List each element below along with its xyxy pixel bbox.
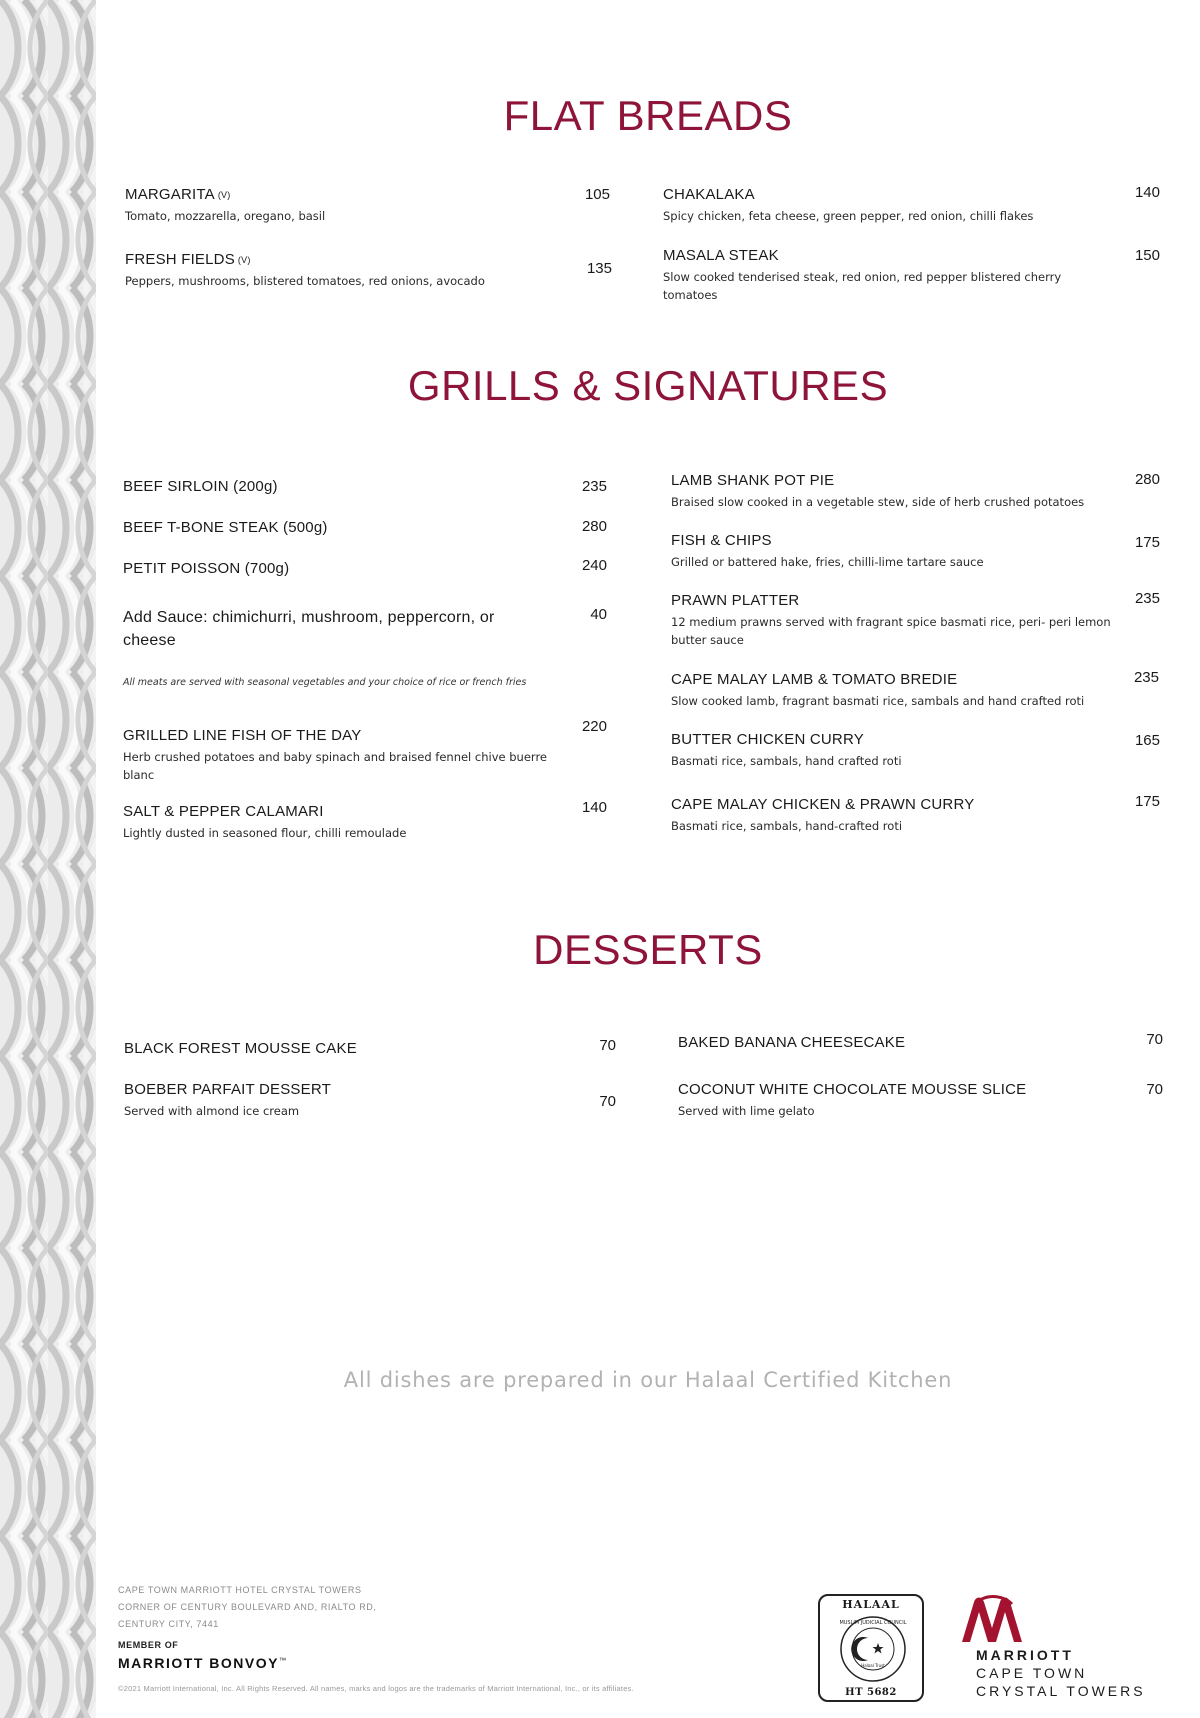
- item-name: CAPE MALAY CHICKEN & PRAWN CURRY: [671, 796, 975, 813]
- item-name: PRAWN PLATTER: [671, 592, 800, 609]
- item-name: CHAKALAKA: [663, 186, 755, 203]
- item-price: 175: [1134, 534, 1160, 551]
- item-name: FRESH FIELDS: [125, 251, 235, 268]
- item-name: MASALA STEAK: [663, 247, 779, 264]
- address-line: CORNER OF CENTURY BOULEVARD AND, RIALTO RD,: [118, 1602, 377, 1612]
- item-price: 280: [1134, 471, 1160, 488]
- item-price: 220: [581, 718, 607, 735]
- item-description: Herb crushed potatoes and baby spinach and braised fennel chive buerre blanc: [123, 750, 547, 782]
- item-name: PETIT POISSON (700g): [123, 560, 290, 577]
- item-name: BLACK FOREST MOUSSE CAKE: [124, 1040, 357, 1057]
- item-name: BEEF SIRLOIN (200g): [123, 478, 278, 495]
- item-description: Peppers, mushrooms, blistered tomatoes, red onions, avocado: [125, 274, 485, 288]
- item-name: BUTTER CHICKEN CURRY: [671, 731, 864, 748]
- item-description: Served with lime gelato: [678, 1104, 815, 1118]
- item-name: BOEBER PARFAIT DESSERT: [124, 1081, 331, 1098]
- item-price: 70: [599, 1037, 616, 1054]
- vegetarian-mark: (V): [217, 190, 231, 200]
- menu-item-masala-steak: [663, 247, 1083, 304]
- menu-item-prawn-platter: [671, 592, 1111, 649]
- item-name: SALT & PEPPER CALAMARI: [123, 803, 324, 820]
- item-price: 105: [584, 186, 610, 203]
- menu-item-petit-poisson: [123, 560, 553, 577]
- item-description: Served with almond ice cream: [124, 1104, 300, 1118]
- address-line: CENTURY CITY, 7441: [118, 1619, 219, 1629]
- item-price: 240: [581, 557, 607, 574]
- menu-item-cape-malay-lamb-bredie: [671, 671, 1111, 710]
- logo-line: CAPE TOWN: [976, 1665, 1088, 1681]
- section-title-grills-signatures: GRILLS & SIGNATURES: [407, 362, 889, 409]
- item-price: 70: [599, 1093, 616, 1110]
- item-description: Basmati rice, sambals, hand-crafted roti: [671, 819, 903, 833]
- seal-title: HALAAL: [842, 1598, 900, 1611]
- item-price: 165: [1134, 732, 1160, 749]
- section-title-flat-breads: FLAT BREADS: [503, 92, 793, 139]
- item-name: CAPE MALAY LAMB & TOMATO BREDIE: [671, 671, 958, 688]
- item-name: BAKED BANANA CHEESECAKE: [678, 1034, 906, 1051]
- item-price: 175: [1134, 793, 1160, 810]
- item-name: Add Sauce: chimichurri, mushroom, peppercorn, or cheese: [123, 609, 495, 649]
- item-name: COCONUT WHITE CHOCOLATE MOUSSE SLICE: [678, 1081, 1027, 1098]
- menu-item-fresh-fields: [125, 251, 595, 290]
- vegetarian-mark: (V): [237, 255, 251, 265]
- item-description: Lightly dusted in seasoned flour, chilli remoulade: [123, 826, 407, 840]
- halaal-certification-seal: [818, 1594, 924, 1702]
- trademark-mark: ™: [278, 1657, 288, 1665]
- menu-item-coconut-white-chocolate-mousse: [678, 1081, 1118, 1120]
- menu-item-black-forest-mousse-cake: [124, 1040, 554, 1057]
- item-price: 140: [1134, 184, 1160, 201]
- menu-item-fish-chips: [671, 532, 1111, 571]
- item-name: BEEF T-BONE STEAK (500g): [123, 519, 328, 536]
- menu-item-salt-pepper-calamari: [123, 803, 563, 842]
- item-price: 140: [581, 799, 607, 816]
- item-name: MARGARITA: [125, 186, 215, 203]
- logo-line: CRYSTAL TOWERS: [976, 1683, 1146, 1699]
- item-price: 235: [1134, 590, 1160, 607]
- item-name: LAMB SHANK POT PIE: [671, 472, 835, 489]
- item-price: 150: [1134, 247, 1160, 264]
- menu-item-margarita: [125, 186, 595, 225]
- item-name: GRILLED LINE FISH OF THE DAY: [123, 727, 362, 744]
- item-description: Spicy chicken, feta cheese, green pepper, red onion, chilli flakes: [663, 209, 1034, 223]
- marriott-bonvoy-logo: [118, 1655, 287, 1671]
- item-description: 12 medium prawns served with fragrant spice basmati rice, peri- peri lemon butter sauce: [671, 615, 1111, 647]
- menu-item-lamb-shank-pot-pie: [671, 472, 1111, 511]
- menu-item-beef-sirloin: [123, 478, 553, 495]
- item-description: Braised slow cooked in a vegetable stew, side of herb crushed potatoes: [671, 495, 1085, 509]
- logo-line: MARRIOTT: [976, 1647, 1074, 1663]
- seal-trust-text: Halaal Trust: [861, 1663, 885, 1668]
- decorative-wave-pattern: [0, 0, 96, 1718]
- address-line: CAPE TOWN MARRIOTT HOTEL CRYSTAL TOWERS: [118, 1585, 362, 1595]
- item-price: 135: [586, 260, 612, 277]
- menu-item-chakalaka: [663, 186, 1083, 225]
- item-price: 70: [1146, 1081, 1163, 1098]
- menu-item-add-sauce: [123, 606, 523, 652]
- copyright-notice: ©2021 Marriott International, Inc. All Rights Reserved. All names, marks and logos are the trademarks of Marriott International, Inc., or its affiliates.: [118, 1684, 634, 1693]
- menu-item-cape-malay-chicken-prawn-curry: [671, 796, 1111, 835]
- item-description: Slow cooked tenderised steak, red onion, red pepper blistered cherry tomatoes: [663, 270, 1062, 302]
- item-description: Slow cooked lamb, fragrant basmati rice, sambals and hand crafted roti: [671, 694, 1085, 708]
- item-name: FISH & CHIPS: [671, 532, 772, 549]
- item-description: Tomato, mozzarella, oregano, basil: [125, 209, 326, 223]
- marriott-m-logo-icon: [960, 1594, 1026, 1644]
- grills-serving-note: All meats are served with seasonal vegetables and your choice of rice or french fries: [123, 677, 527, 688]
- item-description: Grilled or battered hake, fries, chilli-lime tartare sauce: [671, 555, 984, 569]
- item-price: 40: [590, 606, 607, 623]
- hotel-address: [118, 1582, 377, 1633]
- menu-item-boeber-parfait: [124, 1081, 554, 1120]
- menu-item-butter-chicken-curry: [671, 731, 1111, 770]
- item-price: 70: [1146, 1031, 1163, 1048]
- seal-ring-text: MUSLIM JUDICIAL COUNCIL: [839, 1620, 907, 1626]
- crescent-star-icon: [838, 1614, 908, 1684]
- bonvoy-wordmark: MARRIOTT BONVOY: [118, 1655, 279, 1671]
- menu-item-baked-banana-cheesecake: [678, 1034, 1118, 1051]
- marriott-cape-town-wordmark: [976, 1646, 1146, 1700]
- item-price: 235: [1133, 669, 1159, 686]
- menu-item-beef-t-bone: [123, 519, 553, 536]
- menu-item-grilled-line-fish: [123, 727, 563, 784]
- item-description: Basmati rice, sambals, hand crafted roti: [671, 754, 902, 768]
- section-title-desserts: DESSERTS: [533, 926, 763, 973]
- item-price: 280: [581, 518, 607, 535]
- halaal-kitchen-statement: All dishes are prepared in our Halaal Certified Kitchen: [343, 1368, 953, 1392]
- member-of-label: MEMBER OF: [118, 1640, 179, 1650]
- seal-code: HT 5682: [845, 1687, 897, 1698]
- item-price: 235: [581, 478, 607, 495]
